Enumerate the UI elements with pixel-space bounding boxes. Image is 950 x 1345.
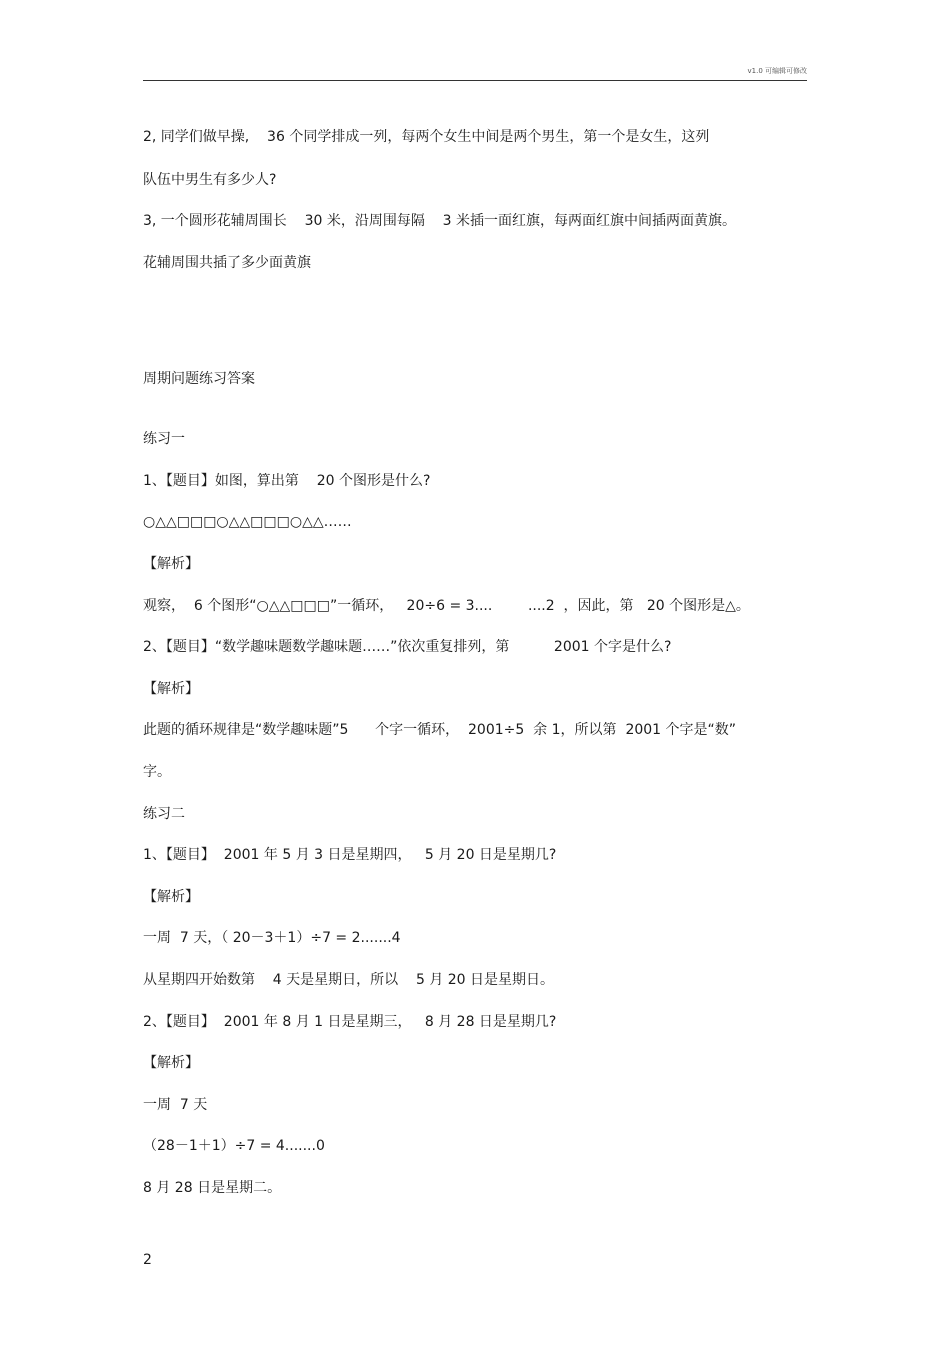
shape-sequence: ○△△□□□○△△□□□○△△…… xyxy=(143,514,352,530)
analysis-label: 【解析】 xyxy=(143,556,199,572)
exercise-heading: 练习一 xyxy=(143,431,185,447)
text-line: 一周 7 天 xyxy=(143,1097,208,1113)
text-line: （28－1＋1）÷7 = 4.......0 xyxy=(143,1138,325,1154)
exercise-heading: 练习二 xyxy=(143,806,185,822)
text-line: 花辅周围共插了多少面黄旗 xyxy=(143,255,311,271)
header-divider xyxy=(143,80,807,81)
text-line: 观察， 6 个图形“○△△□□□”一循环， 20÷6 = 3.... ....2 ，因此，第 20 个图形是△。 xyxy=(143,598,750,614)
question-line: 2、【题目】“数学趣味题数学趣味题……”依次重复排列，第 2001 个字是什么? xyxy=(143,639,672,655)
header-text: v1.0 可编辑可修改 xyxy=(747,67,807,75)
text-line: 3, 一个圆形花辅周围长 30 米，沿周围每隔 3 米插一面红旗，每两面红旗中间插两面黄旗。 xyxy=(143,213,737,229)
analysis-label: 【解析】 xyxy=(143,681,199,697)
section-title: 周期问题练习答案 xyxy=(143,371,255,387)
text-line: 从星期四开始数第 4 天是星期日，所以 5 月 20 日是星期日。 xyxy=(143,972,555,988)
question-line: 1、【题目】 2001 年 5 月 3 日是星期四， 5 月 20 日是星期几? xyxy=(143,847,557,863)
analysis-label: 【解析】 xyxy=(143,1055,199,1071)
text-line: 一周 7 天，（ 20－3＋1）÷7 = 2.......4 xyxy=(143,930,401,946)
question-line: 1、【题目】如图，算出第 20 个图形是什么? xyxy=(143,473,431,489)
text-line: 8 月 28 日是星期二。 xyxy=(143,1180,282,1196)
question-line: 2、【题目】 2001 年 8 月 1 日是星期三， 8 月 28 日是星期几? xyxy=(143,1014,557,1030)
text-line: 字。 xyxy=(143,764,171,780)
text-line: 队伍中男生有多少人? xyxy=(143,172,277,188)
text-line: 此题的循环规律是“数学趣味题”5 个字一循环， 2001÷5 余 1，所以第 2001 个字是“数” xyxy=(143,722,737,738)
page-number: 2 xyxy=(143,1252,152,1268)
analysis-label: 【解析】 xyxy=(143,889,199,905)
text-line: 2, 同学们做早操, 36 个同学排成一列，每两个女生中间是两个男生，第一个是女生，这列 xyxy=(143,129,710,145)
